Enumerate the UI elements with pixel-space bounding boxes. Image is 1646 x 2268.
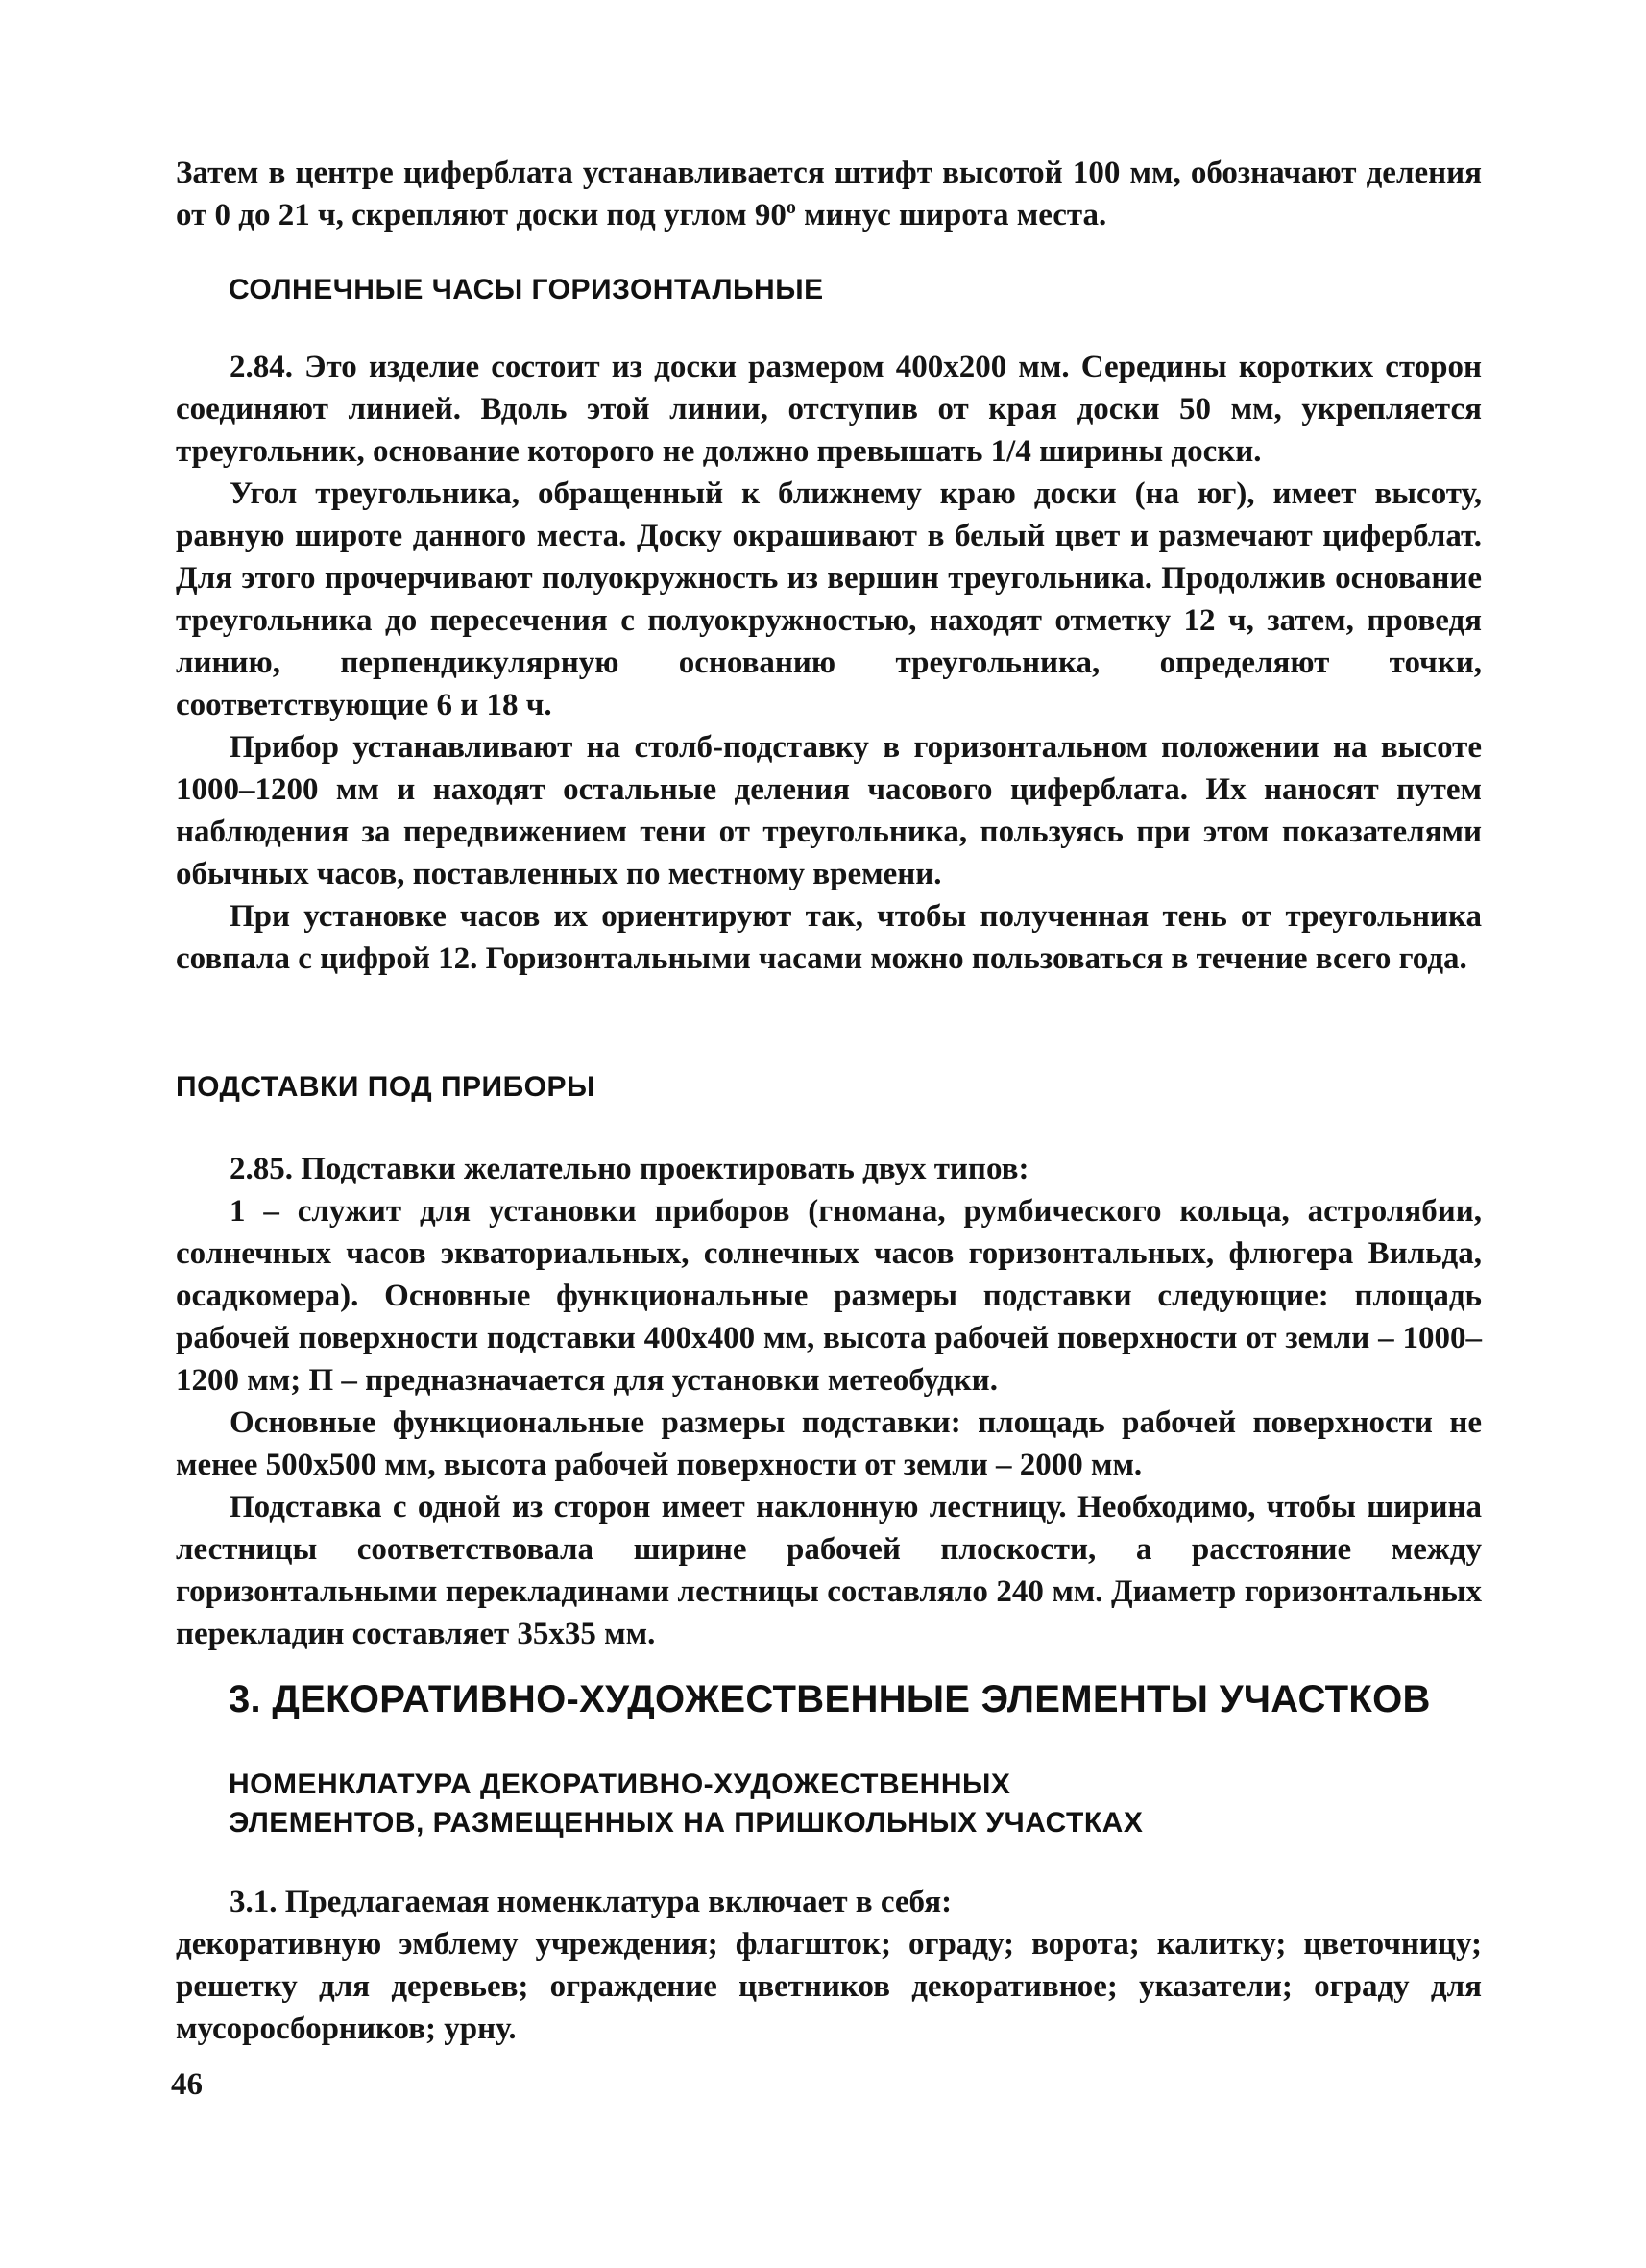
page-number: 46 [171, 2067, 203, 2102]
chapter-3-title: 3. ДЕКОРАТИВНО-ХУДОЖЕСТВЕННЫЕ ЭЛЕМЕНТЫ УЧАСТКОВ [229, 1678, 1431, 1720]
intro-text-a: Затем в центре циферблата устанавливается штифт высотой 100 мм, обозначают деления от 0 до 21 ч, скрепляют доски под углом 90 [176, 156, 1482, 232]
section-heading-horizontal-sundial: СОЛНЕЧНЫЕ ЧАСЫ ГОРИЗОНТАЛЬНЫЕ [229, 274, 824, 305]
chapter-3-body [176, 1881, 1482, 2050]
chapter-3-subheading-line-1: НОМЕНКЛАТУРА ДЕКОРАТИВНО-ХУДОЖЕСТВЕННЫХ [229, 1768, 1011, 1800]
paragraph-2-85: 2.85. Подставки желательно проектировать двух типов: [230, 1152, 1029, 1186]
paragraph-stand-ladder: Подставка с одной из сторон имеет наклонную лестницу. Необходимо, чтобы ширина лестницы соответствовала ширине рабочей плоскости, а расстояние между горизонтальными перекладинами лестницы составляло 240 мм. Диаметр горизонтальных перекладин составляет 35х35 мм. [176, 1490, 1482, 1651]
degree-sign: о [786, 197, 796, 218]
paragraph-installation: Прибор устанавливают на столб-подставку в горизонтальном положении на высоте 1000–1200 мм и находят остальные деления часового циферблата. Их наносят путем наблюдения за передвижением тени от треугольника, пользуясь при этом показателями обычных часов, поставленных по местному времени. [176, 730, 1482, 891]
section-horizontal-body [176, 346, 1482, 980]
paragraph-2-84: 2.84. Это изделие состоит из доски размером 400х200 мм. Середины коротких сторон соединяют линией. Вдоль этой линии, отступив от края доски 50 мм, укрепляется треугольник, основание которого не должно превышать 1/4 ширины доски. [176, 350, 1482, 469]
paragraph-nomenclature-list: декоративную эмблему учреждения; флагшток; ограду; ворота; калитку; цветочницу; решетку для деревьев; ограждение цветников декоративное; указатели; ограду для мусоросборников; урну. [176, 1927, 1482, 2046]
paragraph-stand-type-1: 1 – служит для установки приборов (гномана, румбического кольца, астролябии, солнечных часов экваториальных, солнечных часов горизонтальных, флюгера Вильда, осадкомера). Основные функциональные размеры подставки следующие: площадь рабочей поверхности подставки 400х400 мм, высота рабочей поверхности от земли – 1000–1200 мм; П – предназначается для установки метеобудки. [176, 1194, 1482, 1398]
paragraph-stand-dimensions: Основные функциональные размеры подставки: площадь рабочей поверхности не менее 500х500 мм, высота рабочей поверхности от земли – 2000 мм. [176, 1405, 1482, 1482]
paragraph-orientation: При установке часов их ориентируют так, чтобы полученная тень от треугольника совпала с цифрой 12. Горизонтальными часами можно пользоваться в течение всего года. [176, 899, 1482, 976]
section-stands-body [176, 1148, 1482, 1655]
chapter-3-subheading [229, 1766, 1143, 1842]
paragraph-3-1: 3.1. Предлагаемая номенклатура включает в себя: [230, 1885, 953, 1919]
paragraph-triangle-angle: Угол треугольника, обращенный к ближнему краю доски (на юг), имеет высоту, равную широте данного места. Доску окрашивают в белый цвет и размечают циферблат. Для этого прочерчивают полуокружность из вершин треугольника. Продолжив основание треугольника до пересечения с полуокружностью, находят отметку 12 ч, затем, проведя линию, перпендикулярную основанию треугольника, определяют точки, соответствующие 6 и 18 ч. [176, 476, 1482, 722]
section-heading-instrument-stands: ПОДСТАВКИ ПОД ПРИБОРЫ [176, 1071, 595, 1103]
intro-paragraph [176, 152, 1482, 236]
chapter-3-subheading-line-2: ЭЛЕМЕНТОВ, РАЗМЕЩЕННЫХ НА ПРИШКОЛЬНЫХ УЧАСТКАХ [229, 1807, 1144, 1839]
intro-text [176, 152, 1482, 236]
intro-text-b: минус широта места. [795, 198, 1107, 232]
